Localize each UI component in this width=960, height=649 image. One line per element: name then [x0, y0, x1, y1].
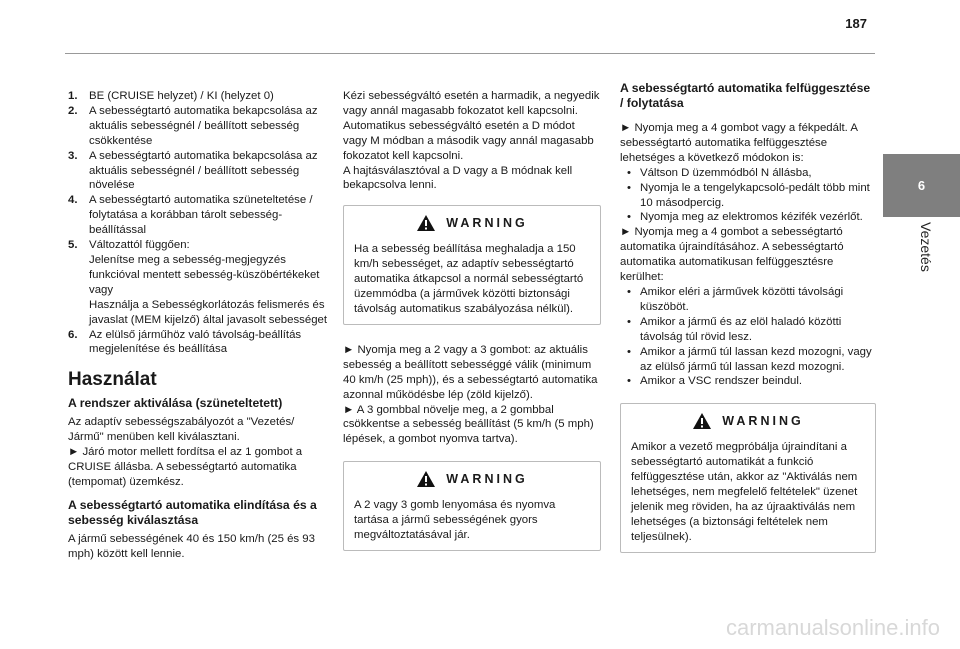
warning-icon — [692, 412, 712, 430]
bullet-text: Amikor a jármű túl lassan kezd mozogni, vagy az elülső jármű túl lassan kezd mozogni. — [640, 345, 872, 373]
warning-box — [620, 403, 876, 552]
item-text: A sebességtartó automatika bekapcsolása az aktuális sebességnél / beállított sebesség növelése — [89, 149, 318, 192]
item-number: 6. — [68, 328, 78, 341]
item-text: A sebességtartó automatika szüneteltetése / folytatása a korábban tárolt sebesség-beállítással — [89, 194, 313, 237]
paragraph: ► A 3 gombbal növelje meg, a 2 gombbal csökkentse a sebesség beállítást (5 km/h (5 mph) lépések, a gombot nyomva tartva). — [343, 403, 594, 446]
paragraph: Automatikus sebességváltó esetén a D módot vagy M módban a második vagy annál magasabb fokozatot kell kapcsolni. — [343, 119, 594, 162]
bullet-text: Amikor a VSC rendszer beindul. — [640, 375, 803, 388]
warning-icon — [416, 470, 436, 488]
list-item — [68, 104, 330, 149]
bullet-text: Amikor eléri a járművek közötti távolsági küszöböt. — [640, 285, 844, 313]
warning-header — [354, 214, 590, 232]
item-number: 3. — [68, 149, 78, 162]
column-3 — [620, 81, 876, 553]
item-text: Az elülső járműhöz való távolság-beállítás megjelenítése és beállítása — [89, 328, 302, 356]
subheading-start: A sebességtartó automatika elindítása és a sebesség kiválasztása — [68, 497, 317, 527]
paragraph: ► Nyomja meg a 4 gombot vagy a fékpedált. A sebességtartó automatika felfüggesztése lehetséges a következő módokon is: — [620, 122, 858, 164]
warning-header — [631, 412, 865, 430]
bullet-item: • Nyomja meg az elektromos kézifék vezérlőt. — [627, 211, 863, 224]
item-number: 4. — [68, 194, 78, 207]
bullet-item: • Amikor a jármű túl lassan kezd mozogni, vagy az elülső jármű túl lassan kezd mozogni. — [620, 345, 876, 375]
watermark: carmanualsonline.info — [725, 615, 940, 640]
item-number: 1. — [68, 90, 78, 102]
item-number: 2. — [68, 104, 78, 117]
warning-title: WARNING — [446, 215, 528, 230]
chapter-number: 6 — [883, 154, 960, 217]
column-2 — [343, 89, 601, 551]
bullet-text: Nyomja meg az elektromos kézifék vezérlőt. — [640, 211, 863, 224]
warning-box — [343, 205, 601, 325]
list-item — [68, 89, 330, 104]
numbered-list — [68, 89, 330, 357]
item-text: A sebességtartó automatika bekapcsolása az aktuális sebességnél / beállított sebesség csökkentése — [89, 104, 318, 147]
bullet-item: • Amikor eléri a járművek közötti távolsági küszöböt. — [620, 285, 876, 315]
list-item — [68, 238, 330, 327]
list-item — [68, 328, 330, 358]
warning-box — [343, 461, 601, 551]
warning-text: A 2 vagy 3 gomb lenyomása és nyomva tartása a jármű sebességének gyors megváltoztatásával jár. — [354, 499, 556, 542]
chapter-title: Vezetés — [918, 222, 934, 272]
bullet-item: • Amikor a VSC rendszer beindul. — [627, 375, 803, 388]
paragraph: A jármű sebességének 40 és 150 km/h (25 és 93 mph) között kell lennie. — [68, 532, 315, 560]
warning-text: Amikor a vezető megpróbálja újraindítani a sebességtartó automatikát a funkció felfüggesztése után, akkor az "Aktiválás nem lehetséges, nem megfelelő feltételek" üzenet jelenik meg röviden, ha az újraaktiválás nem lehetséges (a biztonsági feltételek nem teljesülnek). — [631, 441, 858, 543]
list-item — [68, 149, 330, 194]
item-text: BE (CRUISE helyzet) / KI (helyzet 0) — [89, 90, 274, 102]
section-subheading: A sebességtartó automatika felfüggesztése / folytatása — [620, 81, 871, 110]
bullet-item: • Amikor a jármű és az elöl haladó közötti távolság túl rövid lesz. — [620, 315, 876, 345]
paragraph: ► Nyomja meg a 2 vagy a 3 gombot: az aktuális sebesség a beállított sebességgé válik (minimum 40 km/h (25 mph)), és a sebességtartó automatika azonnal működésbe lép (zöld kijelző). — [343, 343, 598, 401]
paragraph: Az adaptív sebességszabályozót a "Vezetés/ Jármű" menüben kell kiválasztani. — [68, 416, 295, 444]
header-divider — [65, 53, 875, 54]
warning-text: Ha a sebesség beállítása meghaladja a 150 km/h sebességet, az adaptív sebességtartó automatika átkapcsol a normál sebességtartó üzemmódba (a járművek közötti biztonsági távolság automatikus szabályozása nélkül). — [354, 243, 584, 315]
warning-title: WARNING — [722, 413, 804, 428]
paragraph: Kézi sebességváltó esetén a harmadik, a negyedik vagy annál magasabb fokozatot kell kapcsolni. — [343, 90, 600, 117]
warning-title: WARNING — [446, 471, 528, 486]
bullet-item: • Nyomja le a tengelykapcsoló-pedált több mint 10 másodpercig. — [620, 181, 876, 211]
item-text: Változattól függően: Jelenítse meg a sebesség-megjegyzés funkcióval mentett sebesség-küszöbértékeket vagy Használja a Sebességkorlátozás felismerés és javaslat (MEM kijelző) által javasolt sebességet — [89, 239, 328, 326]
list-item — [68, 193, 330, 238]
bullet-text: Váltson D üzemmódból N állásba, — [640, 166, 812, 179]
bullet-item: • Váltson D üzemmódból N állásba, — [627, 166, 812, 179]
bullet-text: Nyomja le a tengelykapcsoló-pedált több mint 10 másodpercig. — [640, 181, 870, 209]
bullet-text: Amikor a jármű és az elöl haladó közötti távolság túl rövid lesz. — [640, 315, 842, 343]
page-number: 187 — [845, 16, 867, 31]
warning-icon — [416, 214, 436, 232]
paragraph: ► Járó motor mellett fordítsa el az 1 gombot a CRUISE állásba. A sebességtartó automatika (tempomat) üzemkész. — [68, 446, 303, 488]
column-1 — [68, 89, 330, 562]
item-number: 5. — [68, 239, 78, 252]
paragraph: ► Nyomja meg a 4 gombot a sebességtartó automatika újraindításához. A sebességtartó automatika automatikusan felfüggesztésre kerülhet: — [620, 226, 844, 284]
subheading-activation: A rendszer aktiválása (szüneteltetett) — [68, 396, 283, 411]
section-heading: Használat — [68, 369, 157, 391]
paragraph: A hajtásválasztóval a D vagy a B módnak kell bekapcsolva lenni. — [343, 164, 573, 192]
warning-header — [354, 470, 590, 488]
